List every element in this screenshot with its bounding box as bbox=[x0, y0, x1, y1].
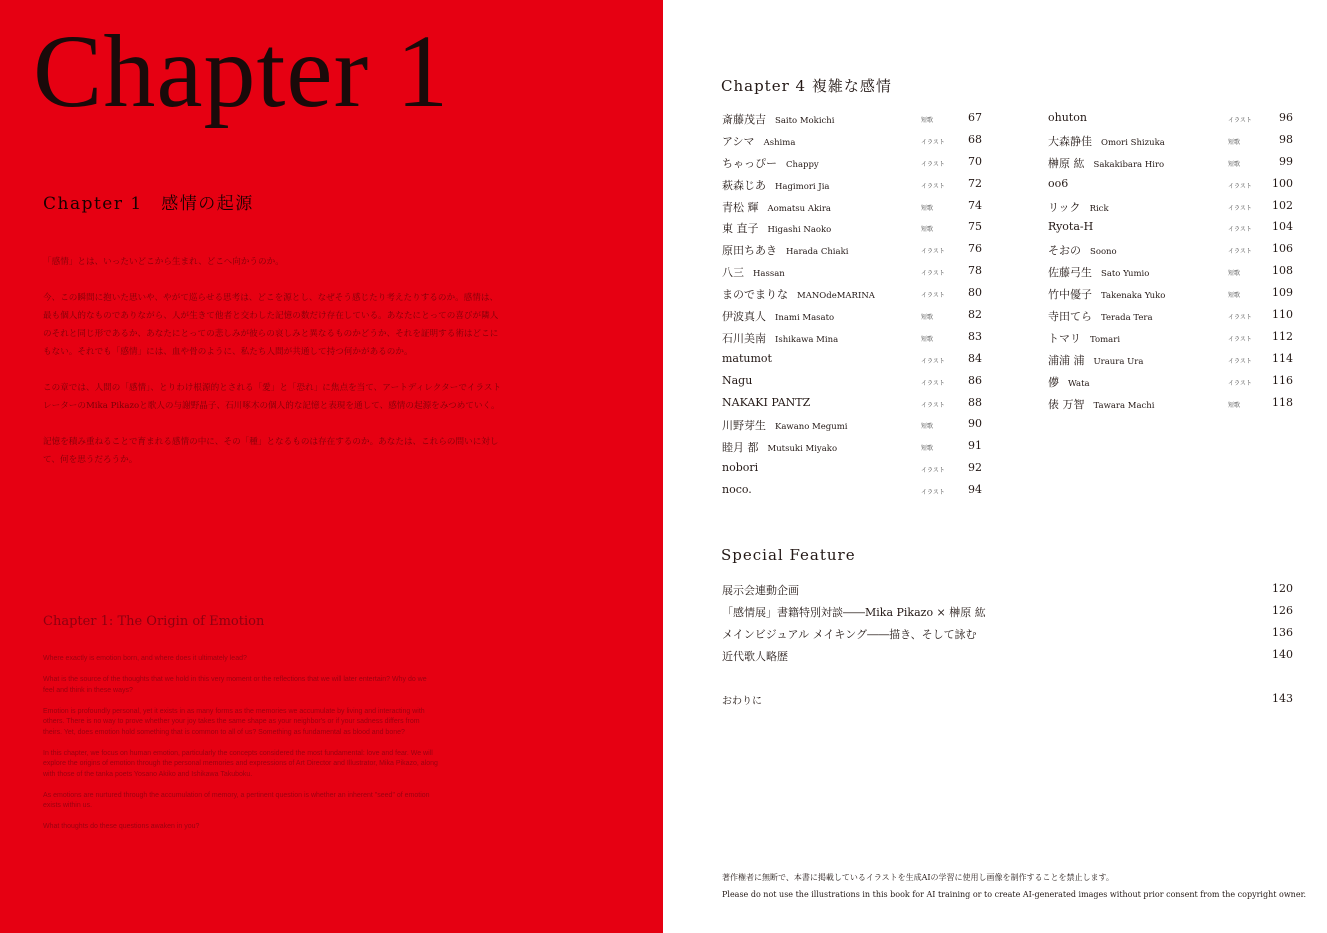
author-romaji: Inami Masato bbox=[775, 313, 835, 324]
en-paragraph: In this chapter, we focus on human emotion, particularly the concepts considered the most fundamental: love and fear. We will explore the origins of emotion through the personal memories and expressions of Art Director and Illustrator, Mika Pikazo, along with those of the tanka poets Yosano Akiko and Ishikawa Takuboku. bbox=[43, 749, 438, 778]
jp-intro-text bbox=[43, 253, 503, 487]
toc-entry-label: 「感情展」書籍特別対談――Mika Pikazo × 榊原 紘 bbox=[722, 606, 986, 619]
entry-type: イラスト bbox=[921, 379, 945, 387]
toc-entry-label: 近代歌人略歴 bbox=[722, 650, 788, 663]
toc-entry-page: 91 bbox=[968, 439, 982, 453]
toc-entry-page: 80 bbox=[968, 286, 982, 300]
right-page bbox=[663, 0, 1327, 933]
entry-type: 短歌 bbox=[1228, 270, 1241, 278]
toc-entry[interactable] bbox=[722, 414, 982, 436]
author-name: noco. bbox=[722, 483, 752, 497]
entry-type: イラスト bbox=[921, 401, 945, 409]
toc-entry-page: 90 bbox=[968, 417, 982, 431]
chapter4-heading: Chapter 4 複雑な感情 bbox=[721, 77, 892, 95]
toc-entry-name bbox=[1048, 155, 1164, 171]
toc-entry-name bbox=[722, 461, 767, 474]
toc-entry[interactable] bbox=[722, 152, 982, 174]
entry-type: 短歌 bbox=[1228, 401, 1241, 409]
toc-entry[interactable] bbox=[1048, 217, 1293, 239]
author-name: oo6 bbox=[1048, 176, 1069, 190]
toc-entry-name bbox=[1048, 220, 1102, 233]
toc-entry-name bbox=[722, 242, 848, 258]
toc-entry-page: 118 bbox=[1272, 395, 1293, 409]
toc-entry-name bbox=[1048, 286, 1165, 302]
entry-type: 短歌 bbox=[921, 226, 934, 234]
toc-entry-page: 68 bbox=[968, 132, 982, 146]
toc-entry[interactable] bbox=[1048, 196, 1293, 218]
entry-type: イラスト bbox=[921, 489, 945, 497]
toc-entry-name bbox=[1048, 199, 1109, 215]
en-paragraph: What is the source of the thoughts that we hold in this very moment or the reflections that we will later entertain? Why do we feel and think in these ways? bbox=[43, 676, 427, 694]
author-name: 大森静佳 bbox=[1048, 134, 1092, 148]
entry-type: イラスト bbox=[1228, 226, 1252, 234]
copyright-notice bbox=[722, 869, 1312, 903]
toc-entry-page: 108 bbox=[1272, 264, 1293, 278]
toc-entry-name bbox=[722, 199, 831, 215]
entry-type: イラスト bbox=[921, 248, 945, 256]
author-name: リック bbox=[1048, 200, 1081, 214]
entry-type: イラスト bbox=[1228, 204, 1252, 212]
toc-entry-label: おわりに bbox=[722, 696, 762, 707]
entry-type: 短歌 bbox=[921, 314, 934, 322]
toc-entry-label: メインビジュアル メイキング――描き、そして詠む bbox=[722, 628, 977, 641]
author-name: 石川美南 bbox=[722, 331, 766, 345]
author-romaji: Terada Tera bbox=[1101, 313, 1153, 324]
entry-type: イラスト bbox=[921, 270, 945, 278]
toc-entry-page: 78 bbox=[968, 264, 982, 278]
toc-entry[interactable] bbox=[722, 283, 982, 305]
toc-entry-page: 84 bbox=[968, 351, 982, 365]
toc-entry-name bbox=[722, 155, 819, 171]
author-romaji: Ashima bbox=[763, 137, 796, 148]
toc-entry-page: 94 bbox=[968, 483, 982, 497]
toc-entry-page: 114 bbox=[1272, 351, 1293, 365]
toc-entry-name bbox=[722, 439, 837, 455]
toc-entry-page: 92 bbox=[968, 461, 982, 475]
en-paragraph: Emotion is profoundly personal, yet it exists in as many forms as the memories we accumulate by living and interacting with others. There is no way to prove whether your joy takes the same shape as your neighbor's or if your sadness differs from theirs. Yet, does emotion hold something that is common to all of us? Something as fundamental as blood and bone? bbox=[43, 707, 425, 736]
author-name: 佐藤弓生 bbox=[1048, 266, 1092, 280]
toc-entry-page: 110 bbox=[1272, 308, 1293, 322]
entry-type: イラスト bbox=[1228, 117, 1252, 124]
toc-entry-page: 102 bbox=[1272, 198, 1293, 212]
toc-entry-name bbox=[1048, 133, 1165, 149]
toc-entry-page: 140 bbox=[1272, 648, 1293, 661]
toc-entry[interactable] bbox=[722, 217, 982, 239]
author-name: Nagu bbox=[722, 373, 753, 387]
toc-entry-name bbox=[722, 111, 835, 127]
author-name: Ryota-H bbox=[1048, 220, 1094, 234]
entry-type: 短歌 bbox=[1228, 160, 1241, 168]
toc-entry-name bbox=[1048, 330, 1120, 346]
toc-entry-special[interactable] bbox=[722, 622, 1293, 644]
author-name: NAKAKI PANTZ bbox=[722, 395, 811, 409]
en-paragraph: What thoughts do these questions awaken in you? bbox=[43, 823, 200, 830]
author-romaji: Kawano Megumi bbox=[775, 422, 848, 433]
toc-entry-name bbox=[722, 396, 819, 409]
jp-paragraph: 記憶を積み重ねることで育まれる感情の中に、その「種」となるものは存在するのか。あなたは、これらの問いに対して、何を思うだろうか。 bbox=[43, 437, 499, 465]
toc-entry-special[interactable] bbox=[722, 600, 1293, 622]
entry-type: 短歌 bbox=[921, 335, 934, 343]
toc-entry[interactable] bbox=[1048, 261, 1293, 283]
entry-type: イラスト bbox=[1228, 314, 1252, 322]
jp-paragraph: この章では、人間の「感情」、とりわけ根源的とされる「愛」と「恐れ」に焦点を当て、アートディレクターでイラストレーターのMika Pikazoと歌人の与謝野晶子、石川啄木の個人的な記憶と表現を通して、感情の起源をみつめていく。 bbox=[43, 383, 502, 411]
entry-type: イラスト bbox=[1228, 379, 1252, 387]
author-romaji: Sato Yumio bbox=[1101, 269, 1150, 280]
toc-entry-page: 106 bbox=[1272, 242, 1293, 256]
author-romaji: Wata bbox=[1068, 378, 1090, 389]
toc-entry-page: 98 bbox=[1279, 132, 1293, 146]
toc-entry-page: 75 bbox=[968, 220, 982, 234]
toc-entry[interactable] bbox=[722, 327, 982, 349]
author-name: 竹中優子 bbox=[1048, 288, 1092, 302]
entry-type: イラスト bbox=[1228, 182, 1252, 190]
toc-entry[interactable] bbox=[722, 196, 982, 218]
toc-entry-name bbox=[722, 330, 838, 346]
author-name: ohuton bbox=[1048, 111, 1087, 124]
toc-entry-name bbox=[1048, 242, 1117, 258]
toc-entry[interactable] bbox=[1048, 393, 1293, 415]
author-name: 俵 万智 bbox=[1048, 397, 1085, 411]
entry-type: イラスト bbox=[1228, 248, 1252, 256]
toc-entry-page: 143 bbox=[1272, 692, 1293, 705]
toc-entry-label: 展示会連動企画 bbox=[722, 584, 799, 597]
author-romaji: Uraura Ura bbox=[1093, 356, 1144, 367]
author-romaji: Tomari bbox=[1090, 334, 1121, 345]
author-romaji: MANOdeMARINA bbox=[797, 291, 875, 302]
notice-en: Please do not use the illustrations in this book for AI training or to create AI-generated images without prior consent from the copyright owner. bbox=[722, 890, 1307, 899]
entry-type: イラスト bbox=[1228, 357, 1252, 365]
toc-entry-page: 136 bbox=[1272, 626, 1293, 639]
author-name: matumot bbox=[722, 351, 772, 365]
author-romaji: Tawara Machi bbox=[1093, 400, 1155, 411]
entry-type: イラスト bbox=[921, 138, 945, 146]
author-name: 儚 bbox=[1048, 375, 1059, 389]
toc-entry-name bbox=[722, 133, 795, 149]
entry-type: イラスト bbox=[921, 467, 945, 475]
toc-entry-page: 74 bbox=[968, 198, 982, 212]
author-name: 浦浦 浦 bbox=[1048, 353, 1085, 367]
toc-entry-page: 82 bbox=[968, 308, 982, 322]
toc-entry-name bbox=[722, 483, 761, 496]
special-feature-heading: Special Feature bbox=[721, 546, 856, 564]
author-romaji: Saito Mokichi bbox=[775, 116, 835, 126]
toc-entry[interactable] bbox=[1048, 152, 1293, 174]
entry-type: イラスト bbox=[921, 357, 945, 365]
toc-entry-page: 99 bbox=[1279, 154, 1293, 168]
toc-entry[interactable] bbox=[1048, 174, 1293, 196]
toc-entry-name bbox=[1048, 396, 1154, 412]
author-name: そおの bbox=[1048, 244, 1081, 258]
toc-entry[interactable] bbox=[1048, 349, 1293, 371]
author-name: 八三 bbox=[722, 266, 744, 280]
toc-entry-name bbox=[1048, 177, 1077, 190]
toc-entry[interactable] bbox=[722, 261, 982, 283]
jp-paragraph: 今、この瞬間に抱いた思いや、やがて巡らせる思考は、どこを源とし、なぜそう感じたり考えたりするのか。感情は、最も個人的なものでありながら、人が生きて他者と交わした記憶の数だけ存在している。あなたにとっての喜びが隣人のそれと同じ形であるか、あなたにとっての悲しみが彼らの哀しみと異なるものかどうか、それを証明する術はどこにもない。それでも「感情」には、血や骨のように、私たち人間が共通して持つ何かがあるのか。 bbox=[43, 293, 499, 357]
toc-entry[interactable] bbox=[1048, 283, 1293, 305]
author-name: nobori bbox=[722, 461, 759, 475]
chapter-big-title: Chapter 1 bbox=[33, 14, 450, 129]
toc-entry-page: 70 bbox=[968, 154, 982, 168]
entry-type: 短歌 bbox=[921, 204, 934, 212]
toc-entry[interactable] bbox=[722, 458, 982, 480]
entry-type: イラスト bbox=[921, 160, 945, 168]
toc-entry-name bbox=[722, 177, 830, 193]
toc-entry-name bbox=[1048, 111, 1096, 124]
toc-entry[interactable] bbox=[722, 239, 982, 261]
author-name: 東 直子 bbox=[722, 222, 759, 236]
toc-entry-page: 100 bbox=[1272, 176, 1293, 190]
toc-entry[interactable] bbox=[722, 393, 982, 415]
author-name: 榊原 紘 bbox=[1048, 156, 1085, 170]
toc-entry[interactable] bbox=[722, 174, 982, 196]
author-name: ちゃっぴー bbox=[722, 156, 777, 170]
entry-type: 短歌 bbox=[921, 445, 934, 453]
toc-entry-name bbox=[722, 286, 875, 302]
toc-entry-name bbox=[1048, 352, 1143, 368]
author-name: 睦月 都 bbox=[722, 441, 759, 455]
author-name: 伊波真人 bbox=[722, 310, 766, 324]
author-name: 原田ちあき bbox=[722, 244, 777, 258]
special-feature-list bbox=[722, 578, 1293, 666]
author-romaji: Rick bbox=[1089, 203, 1109, 214]
entry-type: 短歌 bbox=[921, 117, 934, 124]
author-name: トマリ bbox=[1048, 331, 1081, 345]
author-name: 寺田てら bbox=[1048, 310, 1092, 324]
entry-type: 短歌 bbox=[1228, 292, 1241, 300]
left-page bbox=[0, 0, 663, 933]
toc-entry-page: 112 bbox=[1272, 329, 1293, 343]
author-romaji: Harada Chiaki bbox=[786, 247, 849, 258]
entry-type: イラスト bbox=[921, 182, 945, 190]
toc-entry[interactable] bbox=[722, 436, 982, 458]
toc-entry[interactable] bbox=[722, 108, 982, 130]
author-name: 川野芽生 bbox=[722, 419, 766, 433]
author-romaji: Hassan bbox=[753, 269, 785, 280]
entry-type: 短歌 bbox=[921, 423, 934, 431]
author-romaji: Sakakibara Hiro bbox=[1093, 159, 1165, 170]
toc-column-left bbox=[722, 108, 982, 502]
en-chapter-heading: Chapter 1: The Origin of Emotion bbox=[43, 614, 265, 629]
entry-type: イラスト bbox=[921, 292, 945, 300]
toc-entry[interactable] bbox=[1048, 130, 1293, 152]
toc-entry-name bbox=[1048, 264, 1149, 280]
notice-jp: 著作権者に無断で、本書に掲載しているイラストを生成AIの学習に使用し画像を制作することを禁止します。 bbox=[722, 873, 1114, 882]
toc-entry-page: 67 bbox=[968, 111, 982, 124]
toc-entry[interactable] bbox=[722, 349, 982, 371]
toc-entry-name bbox=[722, 220, 831, 236]
toc-entry-special[interactable] bbox=[722, 644, 1293, 666]
toc-entry-ending[interactable] bbox=[722, 688, 1293, 710]
toc-entry-name bbox=[722, 417, 847, 433]
toc-entry-page: 83 bbox=[968, 329, 982, 343]
jp-paragraph: 「感情」とは、いったいどこから生まれ、どこへ向かうのか。 bbox=[43, 257, 284, 267]
toc-entry-page: 72 bbox=[968, 176, 982, 190]
toc-entry[interactable] bbox=[1048, 108, 1293, 130]
toc-entry-page: 86 bbox=[968, 373, 982, 387]
toc-entry-name bbox=[722, 308, 834, 324]
entry-type: イラスト bbox=[1228, 335, 1252, 343]
toc-entry-name bbox=[1048, 374, 1090, 390]
author-romaji: Higashi Naoko bbox=[767, 225, 832, 236]
toc-entry-page: 116 bbox=[1272, 373, 1293, 387]
en-paragraph: As emotions are nurtured through the accumulation of memory, a pertinent question is whether an inherent "seed" of emotion exists within us. bbox=[43, 791, 430, 809]
author-romaji: Soono bbox=[1090, 247, 1117, 258]
author-romaji: Hagimori Jia bbox=[775, 181, 830, 192]
author-romaji: Takenaka Yuko bbox=[1101, 291, 1166, 302]
toc-entry[interactable] bbox=[1048, 239, 1293, 261]
author-name: 斎藤茂吉 bbox=[722, 113, 766, 126]
toc-entry-name bbox=[722, 374, 761, 387]
toc-entry-page: 109 bbox=[1272, 286, 1293, 300]
author-name: 青松 輝 bbox=[722, 200, 759, 214]
toc-entry[interactable] bbox=[722, 371, 982, 393]
toc-entry[interactable] bbox=[722, 305, 982, 327]
toc-entry-page: 76 bbox=[968, 242, 982, 256]
toc-entry-name bbox=[1048, 308, 1153, 324]
toc-entry[interactable] bbox=[1048, 371, 1293, 393]
toc-entry[interactable] bbox=[1048, 327, 1293, 349]
entry-type: 短歌 bbox=[1228, 138, 1241, 146]
author-name: まのでまりな bbox=[722, 288, 788, 302]
toc-column-right bbox=[1048, 108, 1293, 414]
toc-entry-page: 88 bbox=[968, 395, 982, 409]
toc-entry-page: 104 bbox=[1272, 220, 1293, 234]
author-romaji: Omori Shizuka bbox=[1101, 137, 1165, 148]
toc-entry-page: 120 bbox=[1272, 582, 1293, 595]
author-romaji: Ishikawa Mina bbox=[775, 334, 839, 345]
en-paragraph: Where exactly is emotion born, and where does it ultimately lead? bbox=[43, 655, 247, 662]
author-romaji: Aomatsu Akira bbox=[767, 203, 831, 214]
toc-entry-page: 126 bbox=[1272, 604, 1293, 617]
jp-chapter-heading: Chapter 1 感情の起源 bbox=[43, 194, 254, 214]
author-name: アシマ bbox=[722, 134, 755, 148]
toc-entry[interactable] bbox=[722, 130, 982, 152]
author-name: 萩森じあ bbox=[722, 178, 766, 192]
toc-entry-name bbox=[722, 264, 785, 280]
toc-entry-special[interactable] bbox=[722, 578, 1293, 600]
toc-entry-name bbox=[722, 352, 781, 365]
author-romaji: Mutsuki Miyako bbox=[767, 444, 838, 455]
toc-entry[interactable] bbox=[722, 480, 982, 502]
en-intro-text bbox=[43, 654, 438, 843]
toc-entry[interactable] bbox=[1048, 305, 1293, 327]
author-romaji: Chappy bbox=[786, 159, 819, 170]
toc-entry-page: 96 bbox=[1279, 111, 1293, 124]
